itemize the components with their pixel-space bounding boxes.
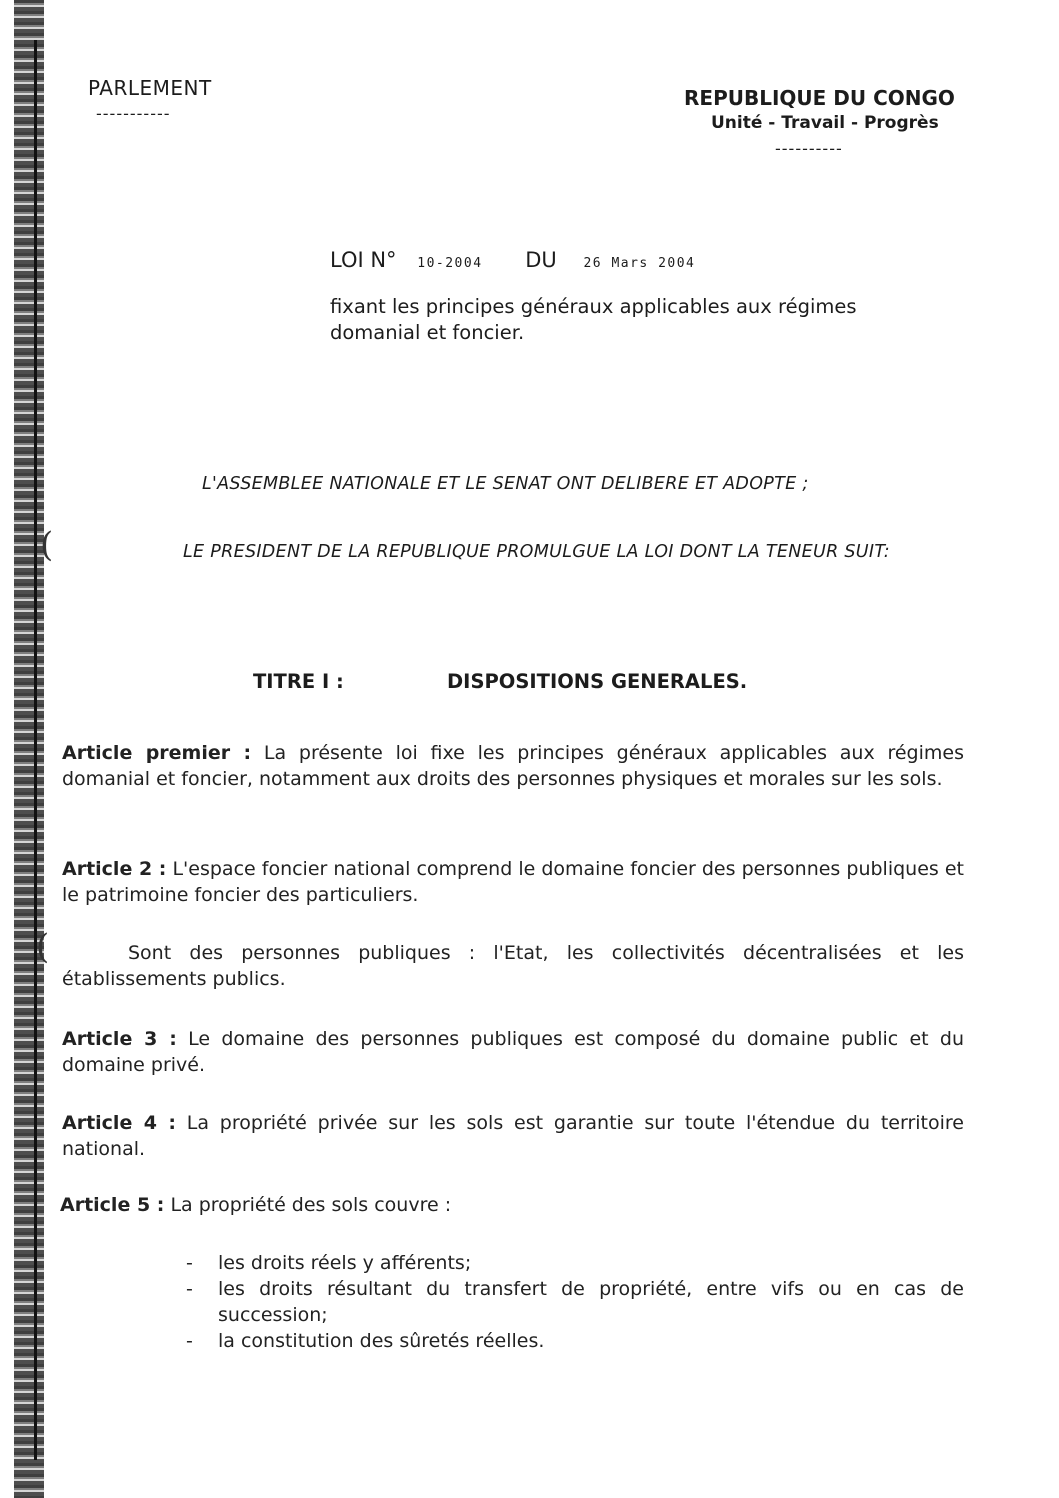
header-right-rule: ---------- xyxy=(775,139,843,158)
law-date: 26 Mars 2004 xyxy=(583,256,696,271)
article-text: La propriété des sols couvre : xyxy=(170,1194,452,1216)
article-5 xyxy=(60,1192,962,1218)
list-item-text: les droits résultant du transfert de propriété, entre vifs ou en cas de succession; xyxy=(218,1278,964,1326)
list-item xyxy=(186,1276,964,1328)
list-item xyxy=(186,1328,964,1354)
preamble-adoption: L'ASSEMBLEE NATIONALE ET LE SENAT ONT DELIBERE ET ADOPTE ; xyxy=(202,474,809,494)
punch-hole-mark: ( xyxy=(40,525,54,565)
title-number: TITRE I : xyxy=(253,670,344,693)
article-label: Article 3 : xyxy=(62,1028,177,1050)
article-text: Le domaine des personnes publiques est composé du domaine public et du domaine privé. xyxy=(62,1028,964,1076)
article-3 xyxy=(62,1026,964,1078)
law-subject: fixant les principes généraux applicables aux régimes domanial et foncier. xyxy=(330,295,857,344)
header-motto: Unité - Travail - Progrès xyxy=(711,113,939,133)
list-bullet: - xyxy=(186,1330,193,1352)
article-text: Sont des personnes publiques : l'Etat, les collectivités décentralisées et les établissements publics. xyxy=(62,942,964,990)
law-reference xyxy=(330,248,695,272)
article-5-list xyxy=(186,1250,964,1354)
list-bullet: - xyxy=(186,1278,193,1300)
article-2-paragraph-2 xyxy=(62,940,964,992)
du-label: DU xyxy=(525,248,557,272)
loi-label: LOI N° xyxy=(330,248,397,272)
article-premier xyxy=(62,740,964,792)
article-text: La propriété privée sur les sols est garantie sur toute l'étendue du territoire national. xyxy=(62,1112,964,1160)
article-text: La présente loi fixe les principes généraux applicables aux régimes domanial et foncier, notamment aux droits des personnes physiques et morales sur les sols. xyxy=(62,742,964,790)
preamble-promulgation: LE PRESIDENT DE LA REPUBLIQUE PROMULGUE LA LOI DONT LA TENEUR SUIT: xyxy=(183,542,890,562)
scan-binding-edge xyxy=(14,0,44,1498)
list-bullet: - xyxy=(186,1252,193,1274)
scan-binding-line xyxy=(34,40,37,1460)
article-label: Article premier : xyxy=(62,742,252,764)
list-item-text: les droits réels y afférents; xyxy=(218,1252,472,1274)
header-parlement: PARLEMENT xyxy=(88,76,212,100)
article-label: Article 4 : xyxy=(62,1112,176,1134)
list-item-text: la constitution des sûretés réelles. xyxy=(218,1330,545,1352)
article-4 xyxy=(62,1110,964,1162)
punch-hole-mark: ( xyxy=(36,927,50,967)
article-2 xyxy=(62,856,964,908)
article-text: L'espace foncier national comprend le domaine foncier des personnes publiques et le patrimoine foncier des particuliers. xyxy=(62,858,964,906)
title-name: DISPOSITIONS GENERALES. xyxy=(447,670,748,693)
law-number: 10-2004 xyxy=(417,256,483,271)
header-republique: REPUBLIQUE DU CONGO xyxy=(684,86,955,110)
header-left-rule: ----------- xyxy=(96,104,171,123)
list-item xyxy=(186,1250,964,1276)
article-label: Article 5 : xyxy=(60,1194,165,1216)
article-label: Article 2 : xyxy=(62,858,167,880)
